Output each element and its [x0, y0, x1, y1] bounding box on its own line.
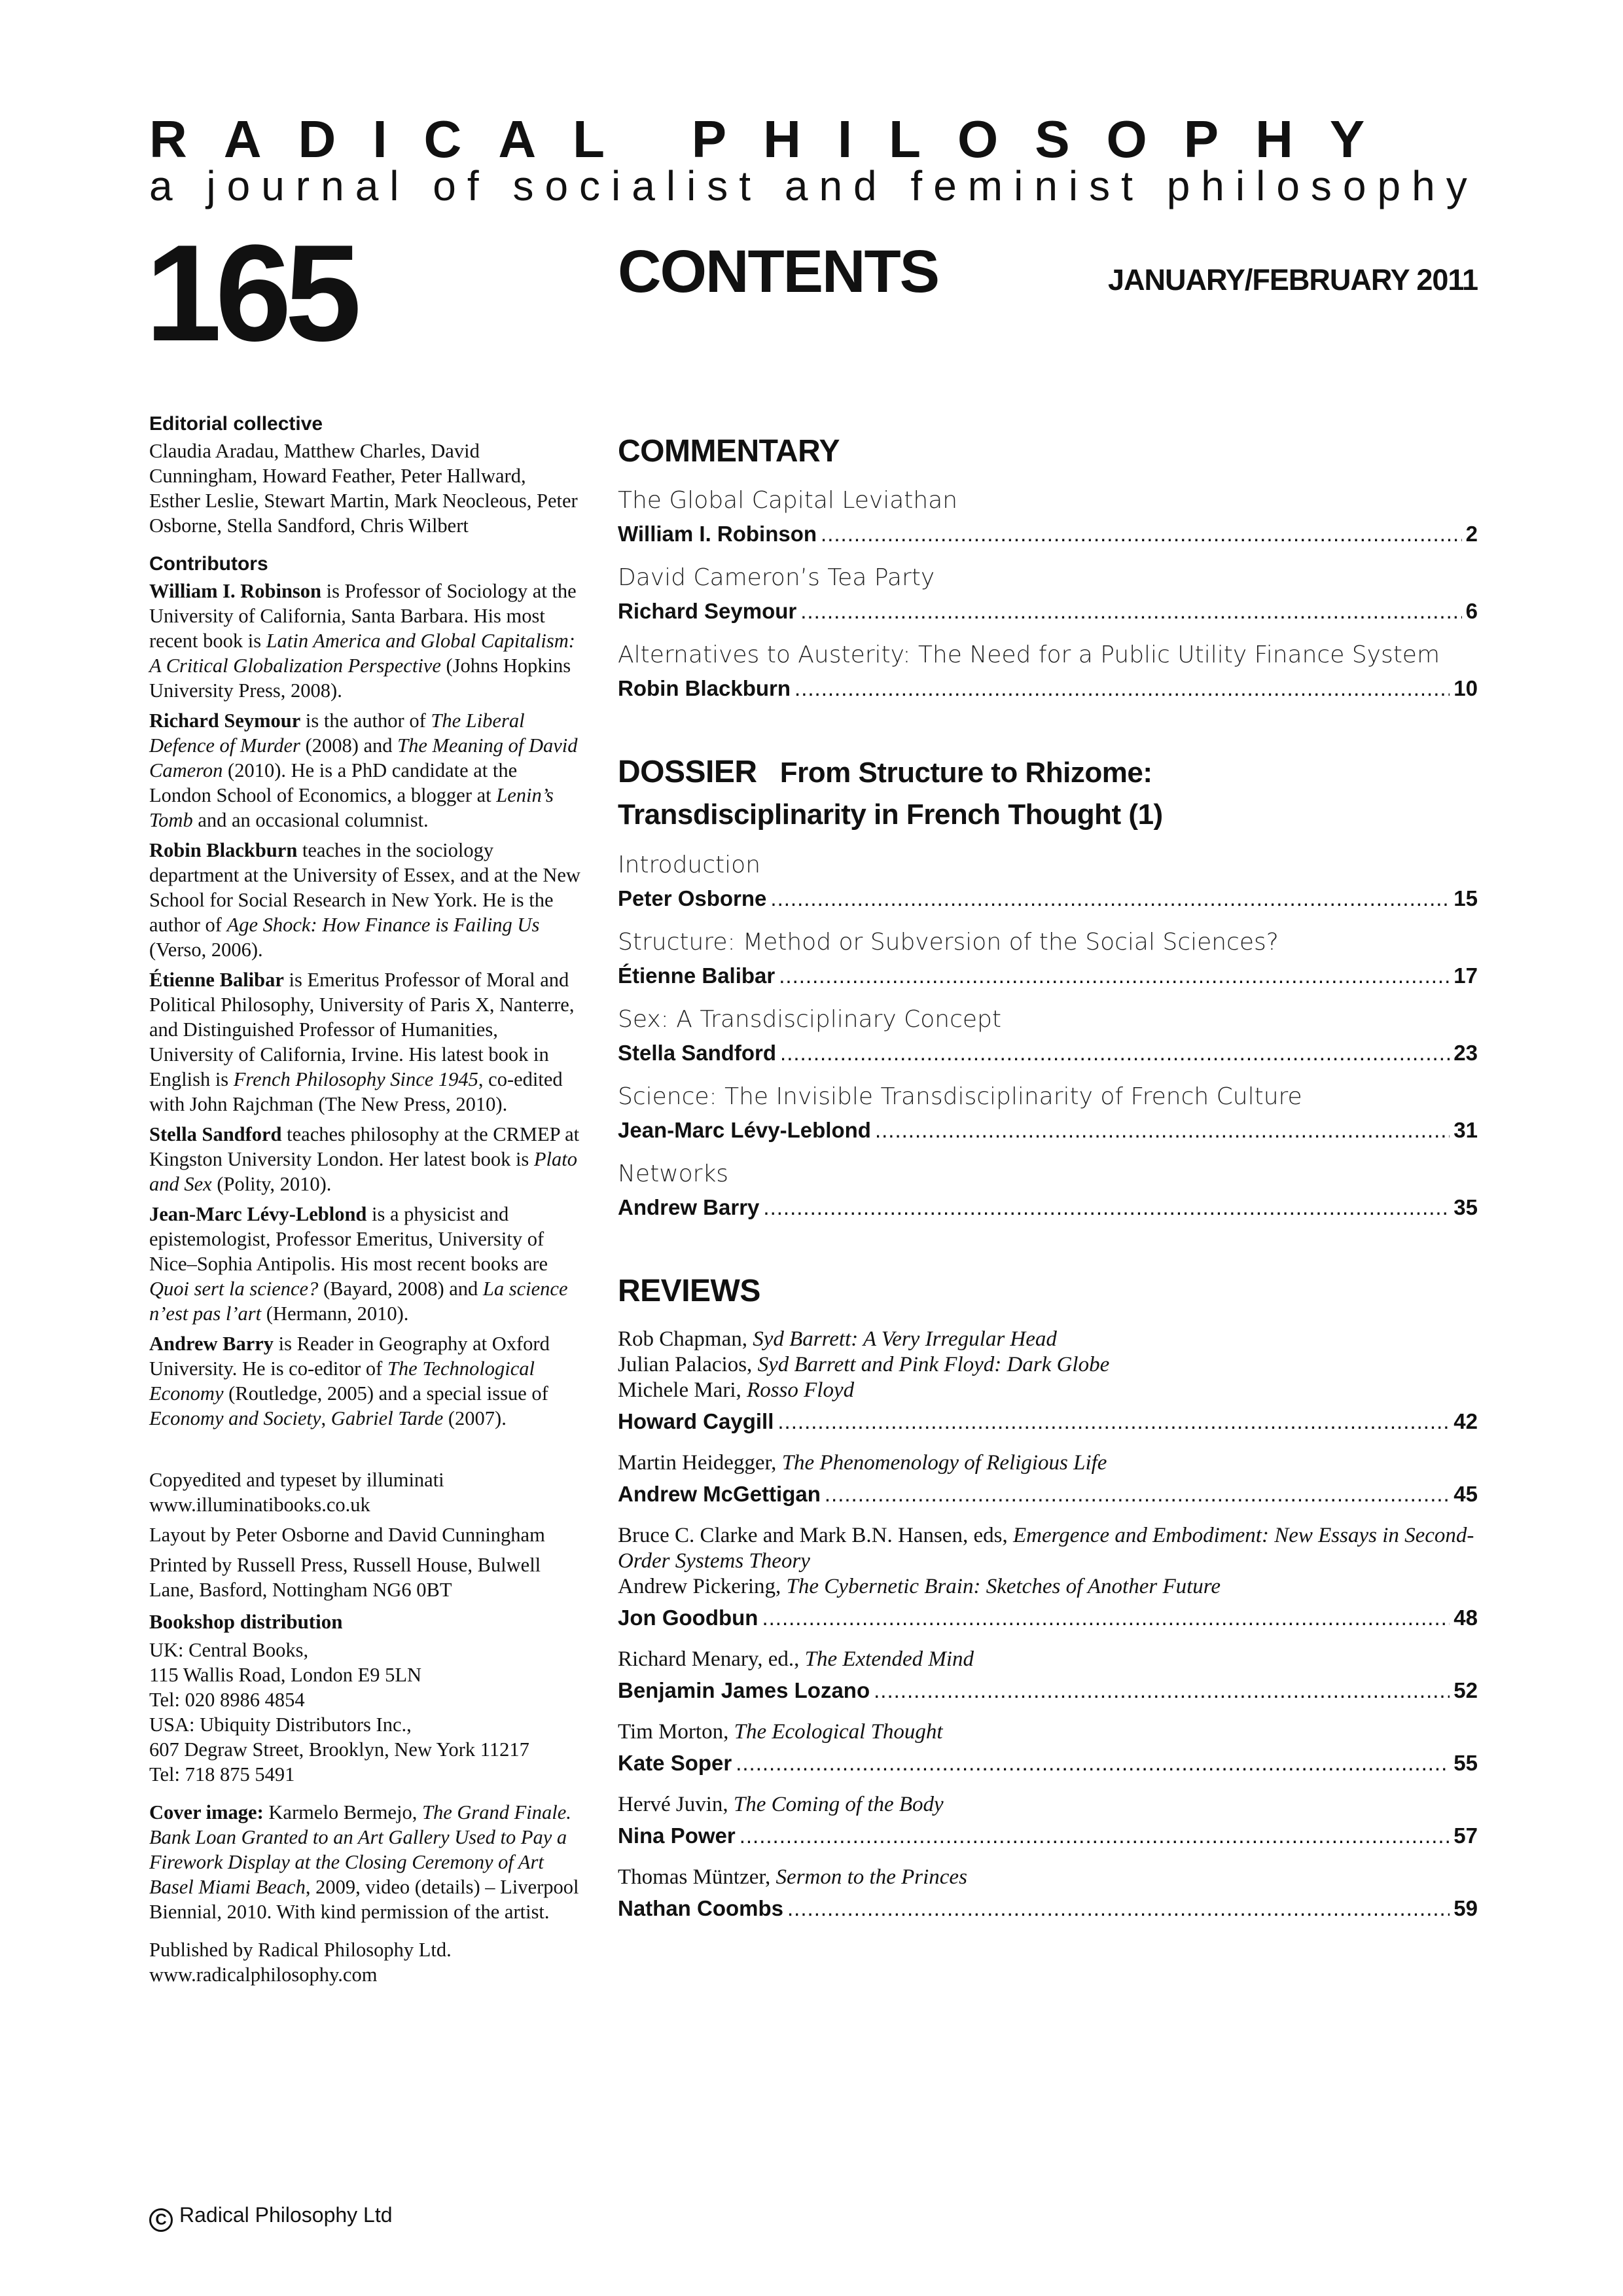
toc-entry	[618, 563, 1478, 626]
toc-entry	[618, 850, 1478, 913]
page-number: 59	[1454, 1896, 1478, 1920]
article-author: Jean-Marc Lévy-Leblond	[618, 1118, 871, 1142]
page-number: 31	[1454, 1118, 1478, 1142]
article-title: Sex: A Transdisciplinary Concept	[618, 1006, 1002, 1033]
copyright-icon: C	[149, 2208, 173, 2232]
contributor-bio-text: teaches philosophy at the CRMEP at Kingston University London. Her latest book is	[149, 1123, 580, 1170]
dossier-title-line-1: From Structure to Rhizome:	[779, 757, 1152, 789]
editorial-collective	[149, 411, 581, 538]
contributor-work-title: The Meaning of David Cameron	[149, 734, 578, 781]
article-author: Peter Osborne	[618, 886, 767, 910]
production-credits	[149, 1467, 581, 1602]
copyedit-url: www.illuminatibooks.co.uk	[149, 1494, 370, 1516]
reviewed-works	[618, 1523, 1478, 1600]
uk-distributor-line-2: 115 Wallis Road, London E9 5LN	[149, 1664, 422, 1686]
commentary-section	[618, 432, 1478, 703]
toc-byline	[618, 1039, 1478, 1067]
contributor-bio	[149, 579, 581, 703]
contributor-name: Jean-Marc Lévy-Leblond	[149, 1203, 367, 1225]
contributor-bio	[149, 838, 581, 962]
toc-byline	[618, 1749, 1478, 1778]
dot-leader	[780, 1039, 1450, 1067]
reviewed-work-author: Martin Heidegger,	[618, 1451, 782, 1475]
toc-byline	[618, 1193, 1478, 1222]
reviewed-work	[618, 1647, 1478, 1672]
toc-entry	[618, 486, 1478, 548]
cover-label: Cover image:	[149, 1801, 264, 1823]
contributor-work-title: Lenin’s Tomb	[149, 784, 554, 831]
dot-leader	[821, 520, 1462, 548]
layout-credit: Layout by Peter Osborne and David Cunningham	[149, 1524, 545, 1546]
cover-artist: Karmelo Bermejo,	[263, 1801, 422, 1823]
publisher-name: Published by Radical Philosophy Ltd.	[149, 1939, 452, 1961]
publisher-url: www.radicalphilosophy.com	[149, 1964, 378, 1986]
reviewer-name: Kate Soper	[618, 1751, 732, 1775]
dossier-section	[618, 751, 1478, 1222]
contributor-work-title: Quoi sert la science?	[149, 1278, 319, 1300]
contributor-name: William I. Robinson	[149, 580, 322, 602]
contributor-work-title: The Liberal Defence of Murder	[149, 709, 525, 757]
reviewed-work	[618, 1523, 1478, 1574]
reviewed-works	[618, 1792, 1478, 1818]
dossier-title-line-2: Transdisciplinarity in French Thought (1)	[618, 798, 1163, 831]
copyright-notice	[149, 2202, 393, 2232]
page-number: 35	[1454, 1195, 1478, 1219]
reviewed-work-author: Thomas Müntzer,	[618, 1865, 776, 1889]
contributor-bio	[149, 708, 581, 833]
dot-leader	[825, 1480, 1450, 1509]
toc-byline	[618, 884, 1478, 913]
dot-leader	[770, 884, 1450, 913]
toc-byline	[618, 1116, 1478, 1145]
page-number: 2	[1465, 522, 1478, 546]
toc-byline	[618, 1407, 1478, 1436]
journal-subtitle: a journal of socialist and feminist philosophy	[149, 162, 1478, 209]
page-number: 52	[1454, 1678, 1478, 1702]
reviewed-work	[618, 1719, 1478, 1745]
cover-details: , 2009, video (details) – Liverpool Biennial, 2010. With kind permission of the artist.	[149, 1876, 579, 1923]
contributor-bio-text: (2007).	[443, 1407, 507, 1429]
contributor-name: Étienne Balibar	[149, 969, 284, 991]
page-number: 48	[1454, 1605, 1478, 1630]
contributor-work-title: Economy and Society	[149, 1407, 321, 1429]
contributor-bio-text: , co-edited with John Rajchman (The New Press, 2010).	[149, 1068, 563, 1115]
dot-leader	[787, 1894, 1450, 1923]
reviewer-name: Nina Power	[618, 1823, 736, 1848]
editorial-members: Claudia Aradau, Matthew Charles, David Cunningham, Howard Feather, Peter Hallward, Esther Leslie, Stewart Martin, Mark Neocleous, Peter Osborne, Stella Sandford, Chris Wilbert	[149, 440, 578, 537]
review-entry	[618, 1865, 1478, 1923]
page-number: 57	[1454, 1823, 1478, 1848]
issue-number: 165	[145, 216, 355, 370]
commentary-list	[618, 486, 1478, 703]
publisher-info	[149, 1937, 581, 1987]
toc-entry	[618, 1005, 1478, 1067]
reviewed-work-title: Emergence and Embodiment: New Essays in Second-Order Systems Theory	[618, 1524, 1474, 1573]
page-number: 45	[1454, 1482, 1478, 1506]
cover-image-credit	[149, 1800, 581, 1924]
reviewed-work-title: Sermon to the Princes	[776, 1865, 967, 1889]
page-number: 23	[1454, 1041, 1478, 1065]
reviewed-work	[618, 1378, 1478, 1403]
contributor-work-title: Plato and Sex	[149, 1148, 578, 1195]
dossier-list	[618, 850, 1478, 1222]
reviewer-name: Jon Goodbun	[618, 1605, 758, 1630]
reviewed-work	[618, 1450, 1478, 1476]
reviewed-works	[618, 1719, 1478, 1745]
contributor-bio-text: (Bayard, 2008) and	[318, 1278, 483, 1300]
reviewed-work-title: The Phenomenology of Religious Life	[781, 1451, 1107, 1475]
dot-leader	[777, 1407, 1450, 1436]
reviewed-work-author: Bruce C. Clarke and Mark B.N. Hansen, eds,	[618, 1524, 1013, 1547]
editorial-heading: Editorial collective	[149, 413, 323, 435]
contributor-work-title: Gabriel Tarde	[330, 1407, 444, 1429]
reviewed-work-title: The Cybernetic Brain: Sketches of Another Future	[786, 1575, 1221, 1598]
review-entry	[618, 1647, 1478, 1705]
reviewed-work	[618, 1792, 1478, 1818]
article-title: Alternatives to Austerity: The Need for a Public Utility Finance System	[618, 641, 1440, 668]
article-title: Structure: Method or Subversion of the Social Sciences?	[618, 929, 1279, 956]
contributor-bio-text: (Polity, 2010).	[211, 1173, 332, 1195]
bookshop-distribution	[149, 1609, 581, 1787]
contributor-bio-text: and an occasional columnist.	[192, 809, 429, 831]
article-author: Étienne Balibar	[618, 963, 776, 988]
page-number: 15	[1454, 886, 1478, 910]
contributor-bio-text: (2010). He is a PhD candidate at the London School of Economics, a blogger at	[149, 759, 518, 806]
toc-byline	[618, 1480, 1478, 1509]
page-number: 6	[1465, 599, 1478, 623]
dossier-label: DOSSIER	[618, 755, 757, 789]
page-number: 42	[1454, 1409, 1478, 1433]
reviewed-work	[618, 1352, 1478, 1378]
contributor-bio-text: (2008) and	[300, 734, 398, 757]
printer-credit: Printed by Russell Press, Russell House, Bulwell Lane, Basford, Nottingham NG6 0BT	[149, 1554, 541, 1601]
contributor-bio-text: is Reader in Geography at Oxford University. He is co-editor of	[149, 1333, 550, 1380]
toc-entry	[618, 927, 1478, 990]
contributor-bio-text: is a physicist and epistemologist, Professor Emeritus, University of Nice–Sophia Antipolis. His most recent books are	[149, 1203, 548, 1275]
dot-leader	[875, 1116, 1450, 1145]
article-title: The Global Capital Leviathan	[618, 487, 958, 514]
copyright-text: Radical Philosophy Ltd	[179, 2203, 393, 2227]
reviews-section	[618, 1272, 1478, 1923]
contributor-work-title: Latin America and Global Capitalism: A Critical Globalization Perspective	[149, 630, 575, 677]
reviewer-name: Andrew McGettigan	[618, 1482, 821, 1506]
reviewed-work-author: Julian Palacios,	[618, 1353, 758, 1376]
reviewed-work-author: Richard Menary, ed.,	[618, 1647, 805, 1671]
reviewed-work-title: Syd Barrett: A Very Irregular Head	[753, 1327, 1057, 1351]
contributor-bio	[149, 1122, 581, 1196]
toc-byline	[618, 1604, 1478, 1632]
article-title: Science: The Invisible Transdisciplinarity of French Culture	[618, 1083, 1302, 1110]
article-title: Networks	[618, 1160, 729, 1187]
page-number: 55	[1454, 1751, 1478, 1775]
review-entry	[618, 1327, 1478, 1436]
reviewed-work-title: The Coming of the Body	[733, 1793, 944, 1816]
contributor-name: Richard Seymour	[149, 709, 301, 732]
reviews-heading: REVIEWS	[618, 1274, 760, 1308]
contributor-bio-text: ,	[321, 1407, 331, 1429]
toc-byline	[618, 1821, 1478, 1850]
reviewer-name: Benjamin James Lozano	[618, 1678, 870, 1702]
dot-leader	[794, 674, 1450, 703]
table-of-contents	[618, 432, 1478, 1923]
article-title: David Cameron’s Tea Party	[618, 564, 935, 591]
reviewed-work-title: Rosso Floyd	[747, 1378, 855, 1402]
toc-byline	[618, 1676, 1478, 1705]
article-author: Andrew Barry	[618, 1195, 760, 1219]
reviewed-works	[618, 1865, 1478, 1890]
article-author: Stella Sandford	[618, 1041, 777, 1065]
article-title: Introduction	[618, 852, 761, 878]
page-number: 17	[1454, 963, 1478, 988]
toc-byline	[618, 961, 1478, 990]
review-entry	[618, 1719, 1478, 1778]
reviewed-work-title: Syd Barrett and Pink Floyd: Dark Globe	[757, 1353, 1110, 1376]
contributor-work-title: French Philosophy Since 1945	[233, 1068, 478, 1090]
dot-leader	[763, 1193, 1450, 1222]
toc-byline	[618, 674, 1478, 703]
contributor-bio-text: (Hermann, 2010).	[261, 1302, 409, 1325]
contributor-name: Stella Sandford	[149, 1123, 282, 1145]
contributor-bio-text: (Johns Hopkins University Press, 2008).	[149, 655, 571, 702]
article-author: Robin Blackburn	[618, 676, 791, 700]
contributor-name: Andrew Barry	[149, 1333, 274, 1355]
toc-byline	[618, 597, 1478, 626]
reviewed-work-author: Andrew Pickering,	[618, 1575, 787, 1598]
toc-entry	[618, 1082, 1478, 1145]
bookshop-heading: Bookshop distribution	[149, 1610, 343, 1633]
contributor-bio-text: (Verso, 2006).	[149, 939, 263, 961]
commentary-heading: COMMENTARY	[618, 434, 840, 469]
reviews-list	[618, 1327, 1478, 1923]
usa-distributor-line-2: 607 Degraw Street, Brooklyn, New York 11217	[149, 1738, 529, 1761]
issue-date: JANUARY/FEBRUARY 2011	[1107, 263, 1478, 296]
contributors-heading: Contributors	[149, 553, 268, 575]
contributor-work-title: Age Shock: How Finance is Failing Us	[226, 914, 540, 936]
contributor-name: Robin Blackburn	[149, 839, 298, 861]
copyedit-credit: Copyedited and typeset by illuminati	[149, 1469, 444, 1491]
dot-leader	[740, 1821, 1450, 1850]
uk-distributor-line-1: UK: Central Books,	[149, 1639, 309, 1661]
cover-credit-text	[149, 1800, 581, 1924]
reviewed-work	[618, 1865, 1478, 1890]
uk-distributor-line-3: Tel: 020 8986 4854	[149, 1689, 305, 1711]
toc-byline	[618, 1894, 1478, 1923]
dot-leader	[736, 1749, 1450, 1778]
contributor-bio-text: is the author of	[300, 709, 431, 732]
contributor-bio	[149, 1331, 581, 1431]
contributor-work-title: La science n’est pas l’art	[149, 1278, 568, 1325]
contents-heading: CONTENTS	[618, 238, 938, 305]
review-entry	[618, 1523, 1478, 1632]
reviewed-work-title: The Extended Mind	[804, 1647, 974, 1671]
contributor-bio-text: (Routledge, 2005) and a special issue of	[223, 1382, 548, 1405]
reviewed-work-author: Hervé Juvin,	[618, 1793, 734, 1816]
reviewed-works	[618, 1647, 1478, 1672]
reviewed-work	[618, 1327, 1478, 1352]
dot-leader	[762, 1604, 1450, 1632]
contributor-bio-text: is Professor of Sociology at the University of California, Santa Barbara. His most recent book is	[149, 580, 577, 652]
cover-work-title: The Grand Finale. Bank Loan Granted to an Art Gallery Used to Pay a Firework Display at the Closing Ceremony of Art Basel Miami Beach	[149, 1801, 571, 1898]
contributor-bio	[149, 1202, 581, 1326]
reviewed-works	[618, 1450, 1478, 1476]
review-entry	[618, 1450, 1478, 1509]
toc-entry	[618, 640, 1478, 703]
dot-leader	[779, 961, 1450, 990]
usa-distributor-line-1: USA: Ubiquity Distributors Inc.,	[149, 1713, 412, 1736]
usa-distributor-line-3: Tel: 718 875 5491	[149, 1763, 295, 1785]
review-entry	[618, 1792, 1478, 1850]
contributor-work-title: The Technological Economy	[149, 1357, 535, 1405]
contributor-bio-text: is Emeritus Professor of Moral and Political Philosophy, University of Paris X, Nanterre, and Distinguished Professor of Humanities, University of California, Irvine. His latest book in English is	[149, 969, 575, 1090]
article-author: Richard Seymour	[618, 599, 797, 623]
journal-title: RADICAL PHILOSOPHY	[149, 110, 1402, 168]
dot-leader	[800, 597, 1461, 626]
dot-leader	[874, 1676, 1450, 1705]
reviewed-work	[618, 1574, 1478, 1600]
toc-entry	[618, 1159, 1478, 1222]
reviewed-work-author: Tim Morton,	[618, 1720, 734, 1744]
article-author: William I. Robinson	[618, 522, 817, 546]
reviewed-work-title: The Ecological Thought	[734, 1720, 943, 1744]
page-number: 10	[1454, 676, 1478, 700]
reviewer-name: Howard Caygill	[618, 1409, 774, 1433]
dossier-heading	[618, 751, 1478, 836]
reviewer-name: Nathan Coombs	[618, 1896, 784, 1920]
toc-byline	[618, 520, 1478, 548]
contributor-bio	[149, 967, 581, 1117]
contributors-section	[149, 551, 581, 1431]
reviewed-work-author: Rob Chapman,	[618, 1327, 753, 1351]
sidebar	[149, 411, 581, 2000]
contributor-bio-text: teaches in the sociology department at the University of Essex, and at the New School for Social Research in New York. He is the author of	[149, 839, 580, 936]
contributor-list	[149, 579, 581, 1431]
reviewed-works	[618, 1327, 1478, 1403]
reviewed-work-author: Michele Mari,	[618, 1378, 747, 1402]
